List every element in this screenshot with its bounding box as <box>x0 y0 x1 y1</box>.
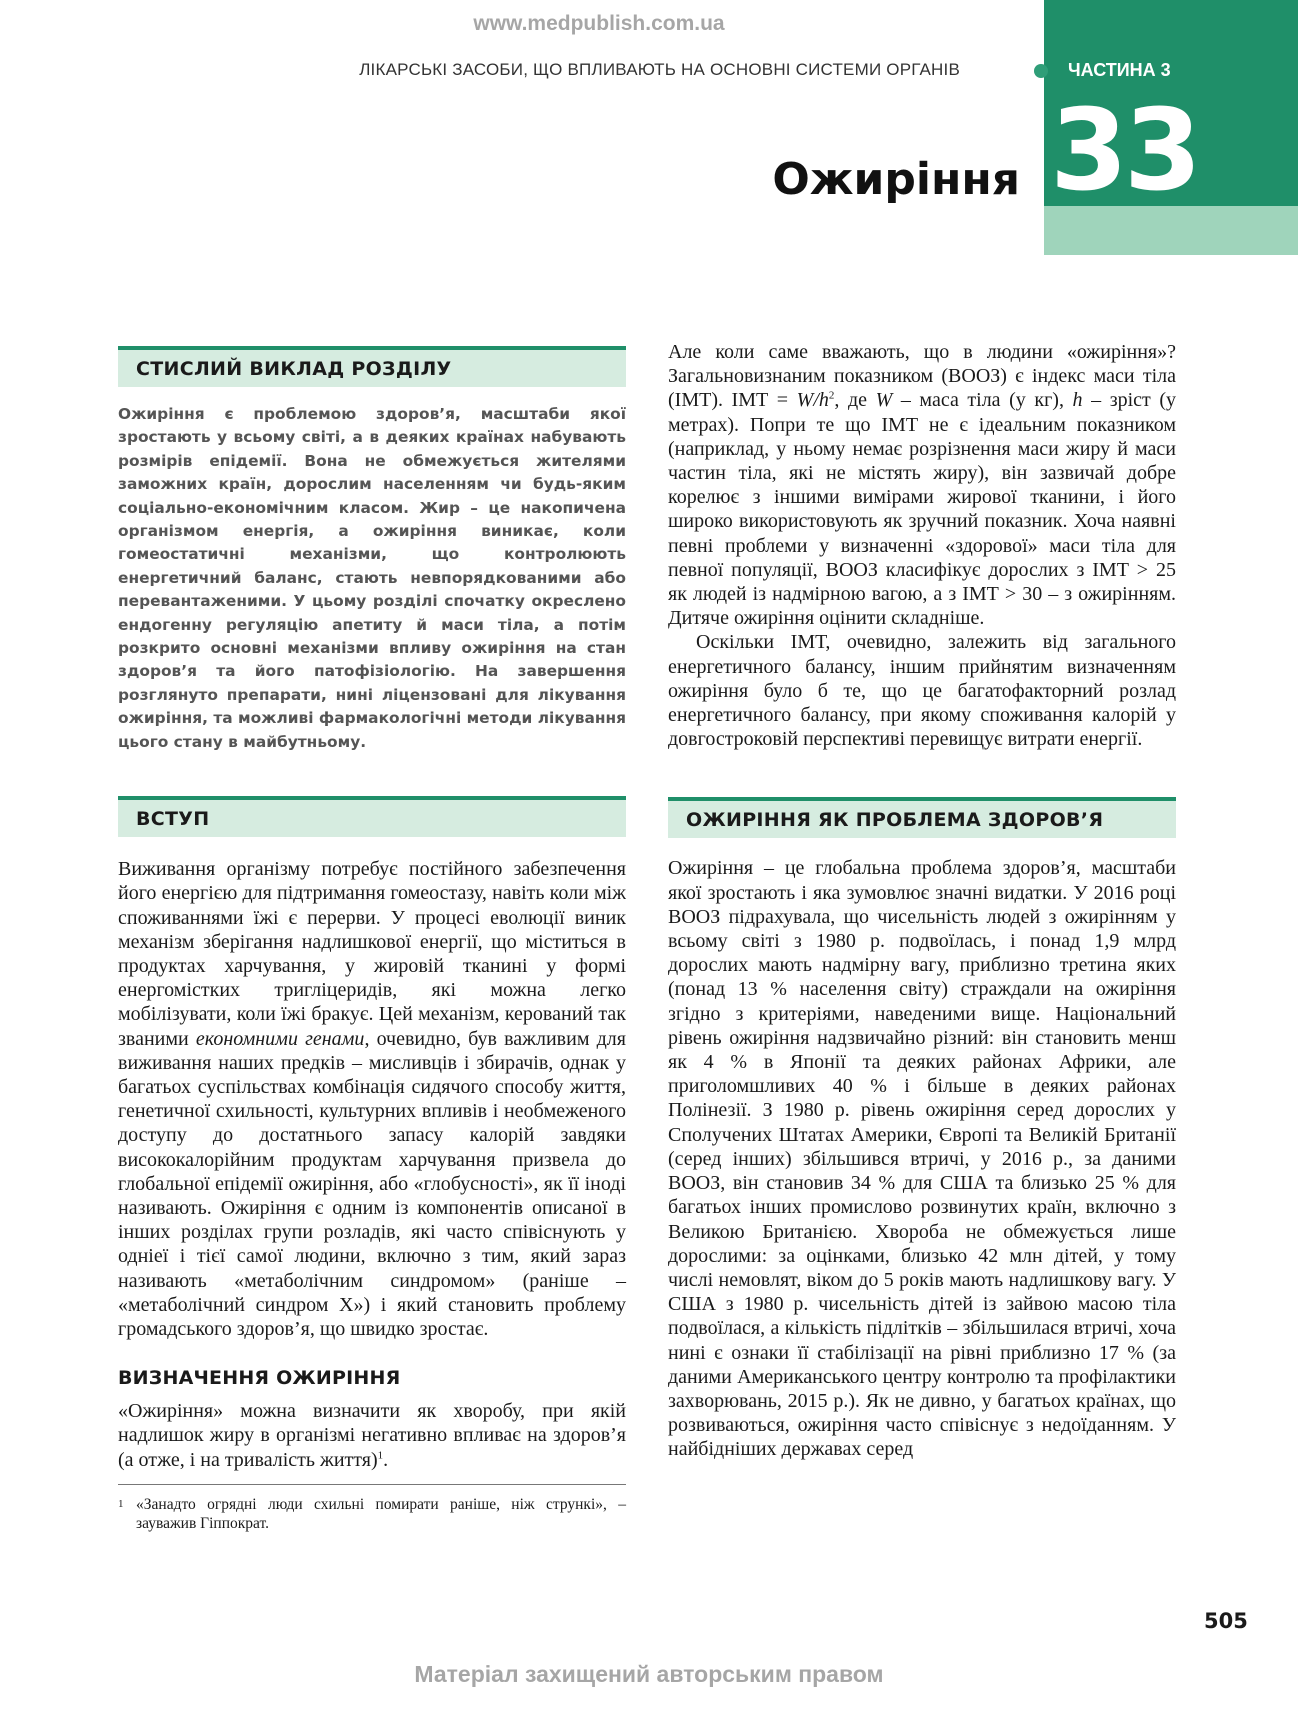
bmi-w: W <box>875 389 893 412</box>
bmi-text-1: Але коли саме вважають, що в людини «ожиріння»? Загальновизнаним показником (ВООЗ) є індекс маси тіла (ІМТ). ІМТ = <box>668 341 1176 412</box>
footnote-mark: 1 <box>118 1497 124 1510</box>
bullet-dot-icon <box>1034 64 1048 78</box>
definition-paragraph: «Ожиріння» можна визначити як хворобу, при якій надлишок жиру в організмі негативно впливає на здоров’я (а отже, і на тривалість життя)$^1$. <box>118 1400 626 1471</box>
health-heading: ОЖИРІННЯ ЯК ПРОБЛЕМА ЗДОРОВ’Я <box>668 797 1176 838</box>
intro-paragraph <box>118 857 626 1341</box>
intro-heading: ВСТУП <box>118 796 626 837</box>
bmi-paragraph <box>668 340 1176 630</box>
bmi-paragraph-2: Оскільки ІМТ, очевидно, залежить від загального енергетичного балансу, іншим прийнятим визначенням ожиріння було б те, що це багатофакторний розлад енергетичного балансу, при якому споживання калорій у довгостроковій перспективі перевищує витрати енергії. <box>668 631 1176 751</box>
running-title: ЛІКАРСЬКІ ЗАСОБИ, ЩО ВПЛИВАЮТЬ НА ОСНОВНІ СИСТЕМИ ОРГАНІВ <box>359 60 960 79</box>
bmi-formula: W/h <box>796 389 829 412</box>
intro-text-2: , очевидно, був важливим для виживання наших предків – мисливців і збирачів, однак у багатьох суспільствах комбінація сидячого способу життя, генетичної схильності, культурних впливів і необмеженого доступу до достатнього запасу калорій завдяки висококалорійним продуктам харчування призвела до глобальної епідемії ожиріння, або «глобусності», як її іноді називають. Ожиріння є одним із компонентів описаної в інших розділах групи розладів, які часто співіснують у одніеї і тієї самої людини, включно з тим, який зараз називають «метаболічним синдромом» (раніше – «метаболічний синдром Х») і який становить проблему громадського здоров’я, що швидко зростає. <box>118 1027 626 1340</box>
intro-text-1: Виживання організму потребує постійного забезпечення його енергією для підтримання гомеостазу, навіть коли між споживаннями їжі є перерви. У процесі еволюції виник механізм зберігання надлишкової енергії, що міститься в продуктах харчування, у жировій тканині у формі енергомістких тригліцеридів, які можна легко мобілізувати, коли їжі бракує. Цей механізм, керований так званими <box>118 858 626 1050</box>
page-number: 505 <box>1204 1609 1248 1633</box>
bmi-text-4: – зріст (у метрах). Попри те що ІМТ не є ідеальним показником (наприклад, у ньому немає розрізнення маси жиру й маси частин тіла, які не містять жиру), він зазвичай добре корелює з іншими вимірами жирової тканини, і його широко використовують як зручний показник. Хоча наявні певні проблеми у визначенні «здорової» маси тіла для певної популяції, ВООЗ класифікує дорослих з ІМТ > 25 як людей із надмірною вагою, а з ІМТ > 30 – з ожирінням. Дитяче ожиріння оцінити складніше. <box>668 389 1176 630</box>
health-paragraph: Ожиріння – це глобальна проблема здоров’я, масштаби якої зростають і яка зумовлює значні видатки. У 2016 році ВООЗ підрахувала, що чисельність людей з ожирінням у всьому світі з 1980 р. подвоїлась, і понад 1,9 млрд дорослих мають надмірну вагу, приблизно третина яких (понад 13 % населення світу) страждали на ожиріння згідно з критеріями, наведеними вище. Національний рівень ожиріння надзвичайно різний: він становить менш як 4 % в Японії та деяких районах Африки, але приголомшливих 40 % і більше в деяких районах Полінезії. З 1980 р. рівень ожиріння серед дорослих у Сполучених Штатах Америки, Європі та Великій Британії (серед інших) збільшився втричі, у 2016 р., за даними ВООЗ, він становив 34 % для США та близько 25 % для багатьох інших промислово розвинутих країн, включно з Великою Британією. Хвороба не обмежується лише дорослими: за оцінками, близько 42 млн дітей, у тому числі немовлят, віком до 5 років мають надлишкову вагу. У США з 1980 р. чисельність дітей із зайвою масою тіла подвоїлася, а кількість підлітків – збільшилася втричі, хоча нині є ознаки її стабілізації на рівні приблизно 17 % (за даними Американського центру контролю та профілактики захворювань, 2015 р.). Як не дивно, у багатьох країнах, що розвиваються, ожиріння часто співіснує з недоїданням. У найбідніших державах серед <box>668 857 1176 1461</box>
bmi-formula-sup: 2 <box>828 389 835 402</box>
definition-text: «Ожиріння» можна визначити як хворобу, при якій надлишок жиру в організмі негативно впливає на здоров’я (а отже, і на тривалість життя) <box>118 1400 626 1471</box>
part-label: ЧАСТИНА 3 <box>1068 60 1171 80</box>
footnote-text: «Занадто огрядні люди схильні помирати раніше, ніж стрункі», – зауважив Гіппократ. <box>136 1495 626 1532</box>
intro-italic: економними генами <box>195 1027 365 1050</box>
definition-heading: ВИЗНАЧЕННЯ ОЖИРІННЯ <box>118 1367 401 1390</box>
left-column <box>118 346 626 1533</box>
summary-text: Ожиріння є проблемою здоров’я, масштаби якої зростають у всьому світі, а в деяких країнах набувають розмірів епідемії. Вона не обмежується жителями заможних країн, дорослим населенням чи будь-яким соціально-економічним класом. Жир – це накопичена організмом енергія, а ожиріння виникає, коли гомеостатичні механізми, що контролюють енергетичний баланс, стають невпорядкованими або перевантаженими. У цьому розділі спочатку окреслено ендогенну регуляцію апетиту й маси тіла, а потім розкрито основні механізми впливу ожиріння на стан здоров’я та його патофізіологію. На завершення розглянуто препарати, нині ліцензовані для лікування ожиріння, та можливі фармакологічні методи лікування цього стану в майбутньому. <box>118 405 626 751</box>
chapter-title: Ожиріння <box>772 154 1020 205</box>
summary-heading: СТИСЛИЙ ВИКЛАД РОЗДІЛУ <box>118 346 626 387</box>
bmi-text-2: , де <box>834 389 876 412</box>
bmi-text-3: – маса тіла (у кг), <box>892 389 1073 412</box>
footnote <box>118 1495 626 1533</box>
bmi-h: h <box>1072 389 1083 412</box>
footnote-divider <box>118 1484 626 1485</box>
right-column <box>668 341 1176 1462</box>
watermark-bottom: Матеріал захищений авторським правом <box>414 1661 884 1687</box>
watermark-top: www.medpublish.com.ua <box>473 12 725 35</box>
footnote-ref: 1 <box>377 1448 384 1461</box>
chapter-number: 33 <box>1050 86 1198 216</box>
